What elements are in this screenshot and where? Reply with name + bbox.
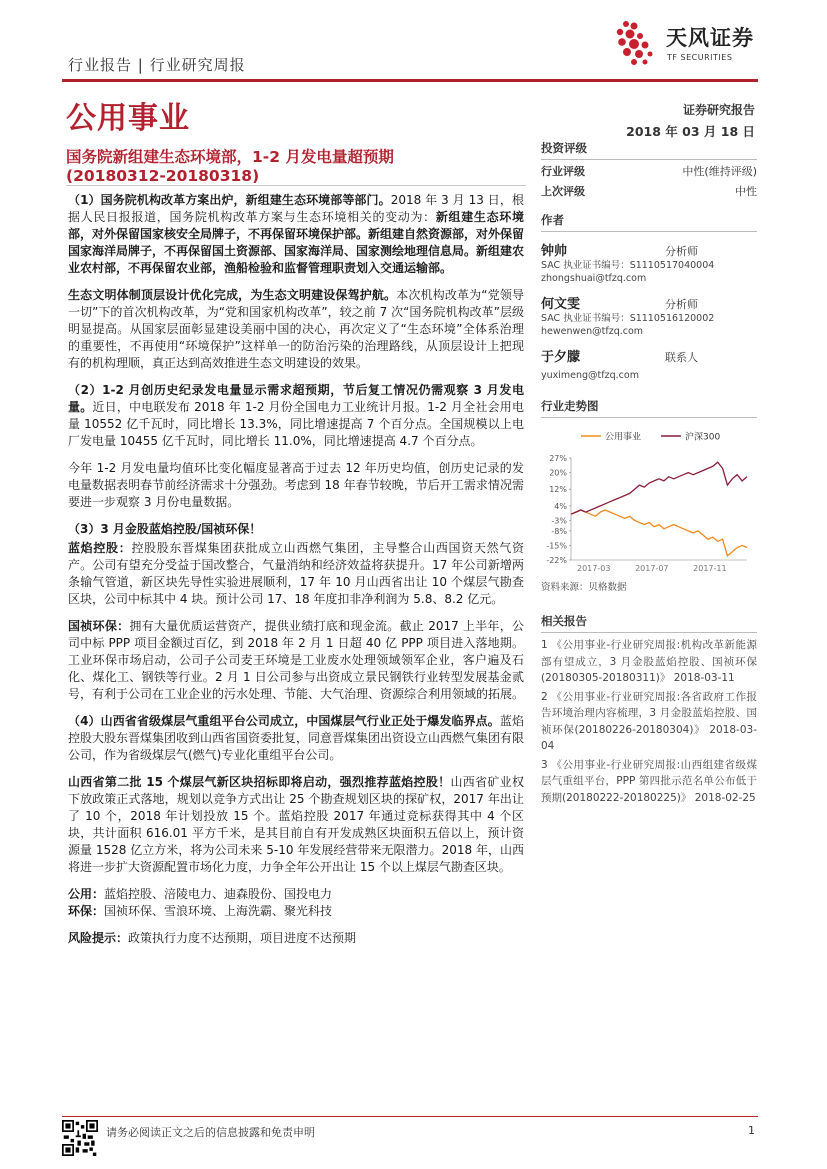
series-line <box>571 510 747 556</box>
rating-label: 行业评级 <box>541 165 585 178</box>
author-name-row <box>541 293 757 312</box>
paragraph-8-text: 蓝焰控股大股东晋煤集团收到山西省国资委批复，同意晋煤集团出资设立山西燃气集团有限公司，作为省级煤层气(燃气)专业化重组平台公司。 <box>68 714 525 762</box>
risk-label: 风险提示： <box>68 931 129 945</box>
previous-rating-value: 中性 <box>735 185 757 198</box>
author-role: 分析师 <box>665 245 698 258</box>
author-role: 联系人 <box>665 351 698 364</box>
related-report-item[interactable] <box>541 757 757 807</box>
related-report-title: 1 《公用事业-行业研究周报:机构改革新能源部有望成立，3 月金股蓝焰控股、国祯环保(20180305-20180311)》 <box>541 639 757 684</box>
recommendation-utilities <box>68 886 524 903</box>
paragraph-4 <box>68 460 524 511</box>
related-report-item[interactable] <box>541 637 757 687</box>
report-category: 行业报告 | 行业研究周报 <box>68 56 246 74</box>
chart-source: 资料来源：贝格数据 <box>541 582 627 593</box>
related-report-date: 2018-03-11 <box>673 672 735 684</box>
related-section-title: 相关报告 <box>541 611 757 633</box>
report-title-line1: 国务院新组建生态环境部，1-2 月发电量超预期 <box>66 148 394 166</box>
paragraph-7 <box>68 618 524 703</box>
main-body <box>68 192 524 947</box>
author-section-title: 作者 <box>541 210 757 232</box>
paragraph-8 <box>68 713 524 764</box>
rating-row-previous <box>541 180 757 200</box>
trend-section-title: 行业走势图 <box>541 396 757 418</box>
paragraph-2-heading: 生态文明体制顶层设计优化完成，为生态文明建设保驾护航。 <box>68 288 397 302</box>
paragraph-4-text: 今年 1-2 月发电量均值环比变化幅度显著高于过去 12 年历史均值，创历史记录的发电量数据表明春节前经济需求十分强劲。考虑到 18 年春节较晚，节后开工需求情况需要进一步观察 3 月份电量数据。 <box>68 461 524 509</box>
y-tick-label: -22% <box>546 556 567 565</box>
legend-label: 沪深300 <box>685 432 721 443</box>
paragraph-7-text: 拥有大量优质运营资产，提供业绩打底和现金流。截止 2017 上半年，公司中标 PPP 项目金额过百亿，到 2018 年 2 月 1 日超 40 亿 PPP 项目进入落地期。工业环保市场启动，公司子公司麦王环境是工业废水处理领域领军企业，客户遍及石化、煤化工、钢铁等行业。2 月 1 日公司参与出资成立景民钢铁行业转型发展基金贰号，有利于公司在工业企业的污水处理、节能、大气治理、资源综合利用领域的拓展。 <box>68 619 525 701</box>
logo-brand-name: 天风证券 <box>666 26 754 50</box>
paragraph-1-text: 2018 年 3 月 13 日，根据人民日报报道，国务院机构改革方案与生态环境相关的变动为： <box>68 193 524 224</box>
author-name-row <box>541 240 757 259</box>
author-name: 于夕朦 <box>541 350 581 365</box>
recommendation-environment-text: 国祯环保、雪浪环境、上海洗霸、聚光科技 <box>104 904 333 918</box>
footer-disclaimer[interactable]: 请务必阅读正文之后的信息披露和免责申明 <box>106 1126 315 1139</box>
title-divider <box>66 185 526 186</box>
logo-brand-name-en: TF SECURITIES <box>667 53 733 62</box>
paragraph-1-emphasis: 新组建生态环境部，对外保留国家核安全局牌子，不再保留环境保护部。新组建自然资源部，对外保留国家海洋局牌子，不再保留国土资源部、国家海洋局、国家测绘地理信息局。新组建农业农村部，不再保留农业部，渔船检验和监督管理职责划入交通运输部。 <box>68 210 525 275</box>
paragraph-2 <box>68 287 524 372</box>
author-name: 何文雯 <box>541 297 581 312</box>
author-email[interactable]: hewenwen@tfzq.com <box>541 326 644 337</box>
y-tick-label: 20% <box>549 468 567 478</box>
y-tick-label: -8% <box>551 526 567 536</box>
page-number: 1 <box>748 1124 755 1137</box>
risk-warning <box>68 930 524 947</box>
recommendation-utilities-text: 蓝焰控股、涪陵电力、迪森股份、国投电力 <box>104 887 333 901</box>
recommendation-utilities-label: 公用： <box>68 887 105 901</box>
paragraph-6-text: 控股股东晋煤集团获批成立山西燃气集团，主导整合山西国资天然气资产。公司有望充分受益于国改整合，气量消纳和经济效益将获提升。17 年公司新增两条输气管道，新区块先导性实验进展顺利，17 年 10 月山西省出让 10 个煤层气勘查区块，公司中标其中 4 块。预计公司 17、18 年度扣非净利润为 5.8、8.2 亿元。 <box>68 541 524 606</box>
report-title <box>66 148 526 186</box>
paragraph-8-heading: （4）山西省省级煤层气重组平台公司成立，中国煤层气行业正处于爆发临界点。 <box>68 714 500 728</box>
x-tick-label: 2017-03 <box>577 564 611 573</box>
recommendations <box>68 886 524 920</box>
related-report-item[interactable] <box>541 689 757 755</box>
x-tick-label: 2017-07 <box>635 564 669 573</box>
related-report-title: 2 《公用事业-行业研究周报:各省政府工作报告环境治理内容梳理，3 月金股蓝焰控股、国祯环保(20180226-20180304)》 <box>541 690 757 736</box>
author-email[interactable]: zhongshuai@tfzq.com <box>541 273 647 284</box>
series-line <box>571 462 747 514</box>
x-tick-label: 2017-11 <box>693 564 727 573</box>
author-role: 分析师 <box>665 298 698 311</box>
paragraph-3-heading: （2）1-2 月创历史纪录发电量显示需求超预期，节后复工情况仍需观察 3 月发电量。 <box>68 383 524 414</box>
y-tick-label: -3% <box>551 516 567 526</box>
previous-rating-label: 上次评级 <box>541 185 585 198</box>
y-tick-label: 12% <box>549 485 567 495</box>
paragraph-6-heading: 蓝焰控股： <box>68 541 132 555</box>
risk-text: 政策执行力度不达预期，项目进度不达预期 <box>128 931 357 945</box>
paragraph-2-text: 本次机构改革为“党领导一切”下的首次机构改革，为“党和国家机构改革”，较之前 7 次“国务院机构改革”层级明显提高。从国家层面彰显建设美丽中国的决心，再次定义了“生态环境”全体系治理的重要性，不再使用“环境保护”这样单一的防治污染的治理路线，从顶层设计上把现有的机构理顺，真正达到高效推进生态文明建设的效果。 <box>68 288 524 370</box>
header-divider <box>62 79 758 82</box>
paragraph-1 <box>68 192 524 277</box>
paragraph-7-heading: 国祯环保： <box>68 619 130 633</box>
recommendation-environment <box>68 903 524 920</box>
industry-title: 公用事业 <box>66 101 190 136</box>
author-cert: SAC 执业证书编号：S1110517040004 <box>541 260 715 271</box>
sidebar <box>541 138 757 808</box>
related-report-title: 3 《公用事业-行业研究周报:山西组建省级煤层气重组平台，PPP 第四批示范名单公布低于预期(20180222-20180225)》 <box>541 758 757 804</box>
trend-line-chart <box>541 424 757 574</box>
paragraph-9 <box>68 774 524 876</box>
paragraph-5 <box>68 521 524 538</box>
report-date: 2018 年 03 月 18 日 <box>626 124 755 139</box>
report-type: 证券研究报告 <box>682 103 755 117</box>
author-email[interactable]: yuximeng@tfzq.com <box>541 370 639 381</box>
report-title-line2: (20180312-20180318) <box>66 167 260 185</box>
paragraph-5-heading: （3）3 月金股蓝焰控股/国祯环保！ <box>68 522 262 536</box>
paragraph-9-heading: 山西省第二批 15 个煤层气新区块招标即将启动，强烈推荐蓝焰控股！ <box>68 775 451 789</box>
rating-row-industry <box>541 160 757 180</box>
paragraph-1-heading: （1）国务院机构改革方案出炉，新组建生态环境部等部门。 <box>68 193 391 207</box>
paragraph-3-text: 近日，中电联发布 2018 年 1-2 月份全国电力工业统计月报。1-2 月全社会用电量 10552 亿千瓦时，同比增长 13.3%，同比增速提高 7 个百分点。全国规模以上电厂发电量 10455 亿千瓦时，同比增长 11.0%，同比增速提高 4.7 个百分点。 <box>68 400 524 448</box>
author-name: 钟帅 <box>541 244 568 259</box>
related-reports <box>541 637 757 806</box>
paragraph-3 <box>68 382 524 450</box>
paragraph-9-text: 山西省矿业权下放政策正式落地，规划以竞争方式出让 25 个勘查规划区块的探矿权，2017 年出让了 10 个，2018 年计划投放 15 个。蓝焰控股 2017 年通过竞标获得其中 4 个区块，共计面积 616.01 平方千米，是其目前自有开发成熟区块面积五倍以上，预计资源量 1528 亿立方米，将为公司未来 5-10 年发展经营带来无限潜力。2018 年，山西将进一步扩大资源配置市场化力度，力争全年公开出让 15 个以上煤层气勘查区块。 <box>68 775 524 874</box>
rating-section-title: 投资评级 <box>541 138 757 160</box>
y-tick-label: 27% <box>549 454 567 463</box>
related-report-date: 2018-02-25 <box>694 791 756 804</box>
footer-divider <box>62 1116 758 1117</box>
paragraph-6 <box>68 540 524 608</box>
legend-label: 公用事业 <box>605 432 642 443</box>
qr-code-icon <box>62 1120 98 1156</box>
y-tick-label: 4% <box>554 501 567 511</box>
related-report-date: 2018-03-04 <box>541 723 757 752</box>
rating-value: 中性(维持评级) <box>682 165 757 178</box>
author-name-row <box>541 346 757 365</box>
y-tick-label: -15% <box>546 541 567 551</box>
author-cert: SAC 执业证书编号：S1110516120002 <box>541 313 715 324</box>
recommendation-environment-label: 环保： <box>68 904 105 918</box>
